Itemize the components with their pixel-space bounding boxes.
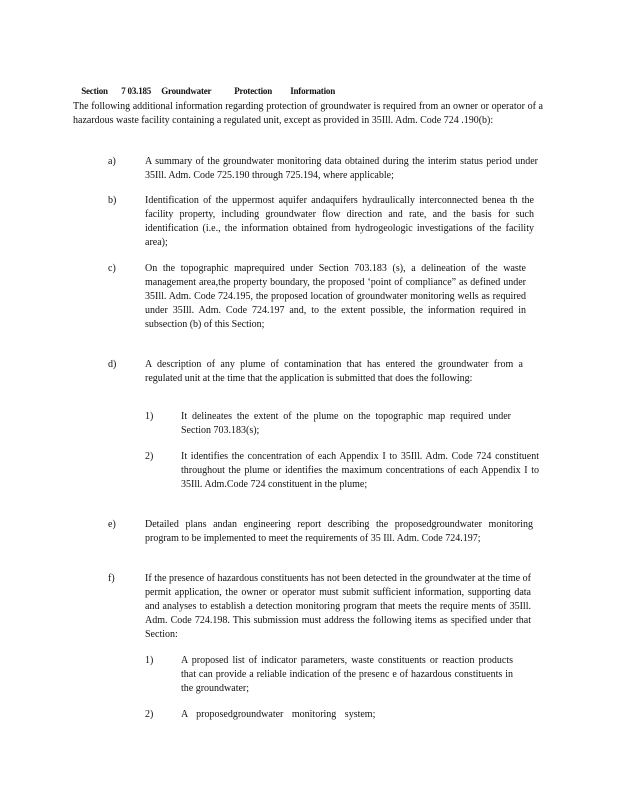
heading-word-protection: Protection [234,86,273,96]
item-label: f) [108,573,115,584]
item-text: On the topographic maprequired under Section 703.183 (s), a delineation of the waste management area,the property boundary, the proposed ‘point of compliance” as defined under 35Ill. Adm. Code 724.195, the proposed location of groundwater monitoring wells as required under 35Ill. Adm. Code 724.197 and, to the extent possible, the information required in subsection (b) of this Section; [145,263,526,330]
item-label: a) [108,156,116,167]
subitem-label: 2) [145,451,154,462]
subitem-label: 2) [145,709,154,720]
item-label: b) [108,195,117,206]
item-label: d) [108,359,117,370]
item-label: e) [108,519,116,530]
subitem-text: It delineates the extent of the plume on the topographic map required under Section 703.183(s); [181,411,511,436]
heading-number: 7 03.185 [121,86,152,96]
item-text: Detailed plans andan engineering report describing the proposedgroundwater monitoring program to be implemented to meet the requirements of 35 Ill. Adm. Code 724.197; [145,519,533,544]
heading-section: Section [81,86,108,96]
subitem-text: A proposedgroundwater monitoring system; [181,709,376,720]
intro-paragraph: The following additional information regarding protection of groundwater is required from an owner or operator of a hazardous waste facility containing a regulated unit, except as provided in 35Ill. Adm. Code 724 .190(b): [73,101,543,126]
subitem-label: 1) [145,655,154,666]
heading-word-groundwater: Groundwater [161,86,212,96]
item-text: Identification of the uppermost aquifer andaquifers hydraulically interconnected benea th the facility property, including groundwater flow direction and rate, and the basis for such identification (i.e., the information obtained from hydrogeologic investigations of the facility area); [145,195,534,248]
subitem-text: It identifies the concentration of each Appendix I to 35Ill. Adm. Code 724 constituent throughout the plume or identifies the maximum concentrations of each Appendix I to 35Ill. Adm.Code 724 constituent in the plume; [181,451,539,490]
item-text: A summary of the groundwater monitoring data obtained during the interim status period under 35Ill. Adm. Code 725.190 through 725.194, where applicable; [145,156,538,181]
item-label: c) [108,263,116,274]
subitem-text: A proposed list of indicator parameters, waste constituents or reaction products that can provide a reliable indication of the presenc e of hazardous constituents in the groundwater; [181,655,513,694]
heading-word-information: Information [290,86,336,96]
subitem-label: 1) [145,411,154,422]
item-text: A description of any plume of contamination that has entered the groundwater from a regulated unit at the time that the application is submitted that does the following: [145,359,523,384]
item-text: If the presence of hazardous constituents has not been detected in the groundwater at the time of permit application, the owner or operator must submit sufficient information, supporting data and analyses to establish a detection monitoring program that meets the require ments of 35Ill. Adm. Code 724.198. This submission must address the following items as specified under that Section: [145,573,531,640]
